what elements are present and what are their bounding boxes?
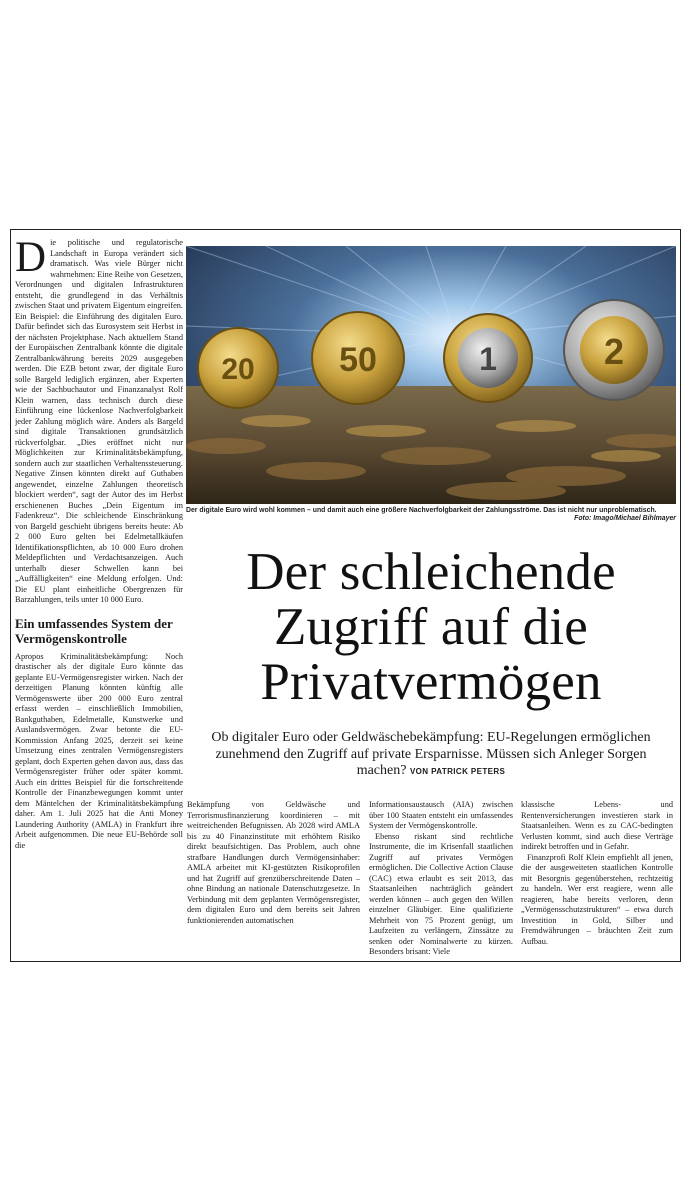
svg-text:50: 50 [339, 341, 377, 379]
intro-paragraph [15, 238, 183, 606]
euro-coins-image [186, 246, 676, 504]
coin-20-icon [198, 328, 278, 408]
svg-text:1: 1 [479, 341, 497, 377]
left-second-paragraph: Apropos Kriminalitätsbekämpfung: Noch drastischer als der digitale Euro könnte das geplante EU-Vermögensregister wirken. Nach der derzeitigen Planung könnten künftig alle Vermögenswerte über 200 000 Euro zentral erfasst werden – einschließlich Immobilien, Bankguthaben, Edelmetalle, Kunstwerke und Auslandsvermögen. Zwar betonte die EU-Kommission Anfang 2025, derzeit sei keine Umsetzung eines zentralen Vermögensregisters geplant, doch Experten gehen davon aus, dass das Vermögensregister früher oder später kommt. Auch ein drittes Beispiel für die fortschreitende Kontrolle der Finanzbewegungen kommt unter dem Mäntelchen der Kriminalitätsbekämpfung daher. Am 1. Juli 2025 hat die Anti Money Laundering Authority (AMLA) in Frankfurt ihre Arbeit aufgenommen. Die neue EU-Behörde soll die [15, 651, 183, 850]
body-column-3 [521, 800, 673, 956]
newspaper-page [10, 229, 681, 962]
photo-credit: Foto: Imago/Michael Bihlmayer [574, 515, 676, 522]
coin-50-icon [312, 312, 404, 404]
col3-paragraph-2: Finanzprofi Rolf Klein empfiehlt all jenen, die der ausgeweiteten staatlichen Kontrolle mit Besorgnis gegenüberstehen, rechtzeitig zu handeln. Wer erst reagiere, wenn alle reagieren, habe bereits verloren, denn „Vermögensschutzstrukturen“ – etwa durch Investition in Gold, Silber und Fremdwährungen – bräuchten Zeit zum Aufbau. [521, 852, 673, 946]
body-column-1 [187, 800, 360, 956]
headline-line-2: Zugriff auf die [273, 598, 588, 656]
teaser-text: Ob digitaler Euro oder Geldwäschebekämpfung: EU-Regelungen ermöglichen zunehmend den Zugriff auf private Ersparnisse. Müssen sich Anleger Sorgen machen? [211, 730, 651, 778]
byline: VON PATRICK PETERS [409, 767, 506, 776]
col1-text: Bekämpfung von Geldwäsche und Terrorismusfinanzierung koordinieren – mit weitreichenden Befugnissen. Ab 2028 wird AMLA bis zu 40 Finanzinstitute mit erhöhtem Risiko direkt beaufsichtigen. Das Problem, auch ohne strafbare Handlungen durch Vermögensinhaber: AMLA arbeitet mit KI-gestützten Risikoprofilen und hat Zugriff auf grenzüberschreitende Daten – ohne Bindung an nationale Datenschutzgesetze. In Verbindung mit dem geplanten Vermögensregister, dem digitalen Euro und dem bereits seit Jahren funktionierenden automatischen [187, 800, 360, 925]
coin-1-euro-icon [444, 314, 532, 402]
headline-line-3: Privatvermögen [260, 653, 602, 711]
left-column [15, 238, 183, 956]
caption-text: Der digitale Euro wird wohl kommen – und damit auch eine größere Nachverfolgbarkeit der Zahlungsströme. Das ist nicht nur unproblematisch. [186, 507, 657, 514]
col2-paragraph-1: Informationsaustausch (AIA) zwischen über 100 Staaten entsteht ein umfassendes System der Vermögenskontrolle. [369, 800, 513, 830]
section-subhead: Ein umfassendes System der Vermögenskontrolle [15, 615, 173, 646]
drop-cap: D [15, 238, 47, 281]
intro-text: ie politische und regulatorische Landschaft in Europa verändert sich dramatisch. Was viele Bürger nicht wahrnehmen: Eine Reihe von Gesetzen, Verordnungen und digitalen Infrastrukturen entsteht, die grundlegend in das Verhältnis zwischen Staat und privatem Eigentum eingreifen. Ein Beispiel: die Einführung des digitalen Euro. Dafür befindet sich das Eurosystem seit Herbst in der nächsten Projektphase. Nach aktuellem Stand der Europäischen Zentralbank könnte die digitale Zentralbankwährung bereits 2029 ausgegeben werden. Die EZB betont zwar, der digitale Euro solle Bargeld lediglich ergänzen, aber Experten wie der Sachbuchautor und Finanzanalyst Rolf Klein warnen, dass technisch durch diese Einführung eine lückenlose Nachverfolgbarkeit jeder Zahlung möglich wäre. Anders als Bargeld sind digitale Transaktionen grundsätzlich rückverfolgbar. „Dies eröffnet nicht nur Möglichkeiten zur Kriminalitätsbekämpfung, sondern auch zur staatlichen Verhaltenssteuerung. Negative Zinsen könnten direkt auf Guthaben angewendet, einzelne Zahlungen theoretisch blockiert werden“, sagt der Autor des im Herbst erschienenen Buches „Dein Eigentum im Fadenkreuz“. Die schleichende Einschränkung von Bargeld geschieht übrigens bereits heute: Ab 2 000 Euro gelten bei Edelmetallkäufen Identifikationspflichten, ab 10 000 Euro drohen Meldepflichten und Verdachtsanzeigen. Auch unterhalb dieser Schwellen kann bei „Auffälligkeiten“ eine Meldung erfolgen. Und: Die EU plant einheitliche Obergrenzen für Barzahlungen, teils unter 10 000 Euro. [15, 238, 183, 604]
headline-line-1: Der schleichende [246, 543, 616, 601]
teaser [201, 730, 661, 781]
col3-paragraph-1: klassische Lebens- und Rentenversicherungen investieren stark in Staatsanleihen. Wenn es zu CAC-bedingten Verlusten kommt, sind auch diese Verträge indirekt betroffen und in Gefahr. [521, 800, 673, 851]
svg-text:20: 20 [221, 353, 255, 386]
col2-paragraph-2: Ebenso riskant sind rechtliche Instrumente, die im Krisenfall staatlichen Zugriff auf privates Vermögen ermöglichen. Die Collective Action Clause (CAC) etwa erlaubt es seit 2013, das Staatsanleihen nachträglich geändert werden können – auch gegen den Willen einzelner Gläubiger. Eine qualifizierte Mehrheit von 75 Prozent genügt, um Laufzeiten zu verlängern, Zinssätze zu senken oder Nominalwerte zu kürzen. Besonders brisant: Viele [369, 831, 513, 956]
svg-text:2: 2 [603, 331, 625, 372]
photo-caption [186, 507, 676, 522]
article-photo [186, 246, 676, 504]
headline [186, 545, 676, 710]
body-column-2 [369, 800, 513, 956]
coin-2-euro-icon [564, 300, 664, 400]
